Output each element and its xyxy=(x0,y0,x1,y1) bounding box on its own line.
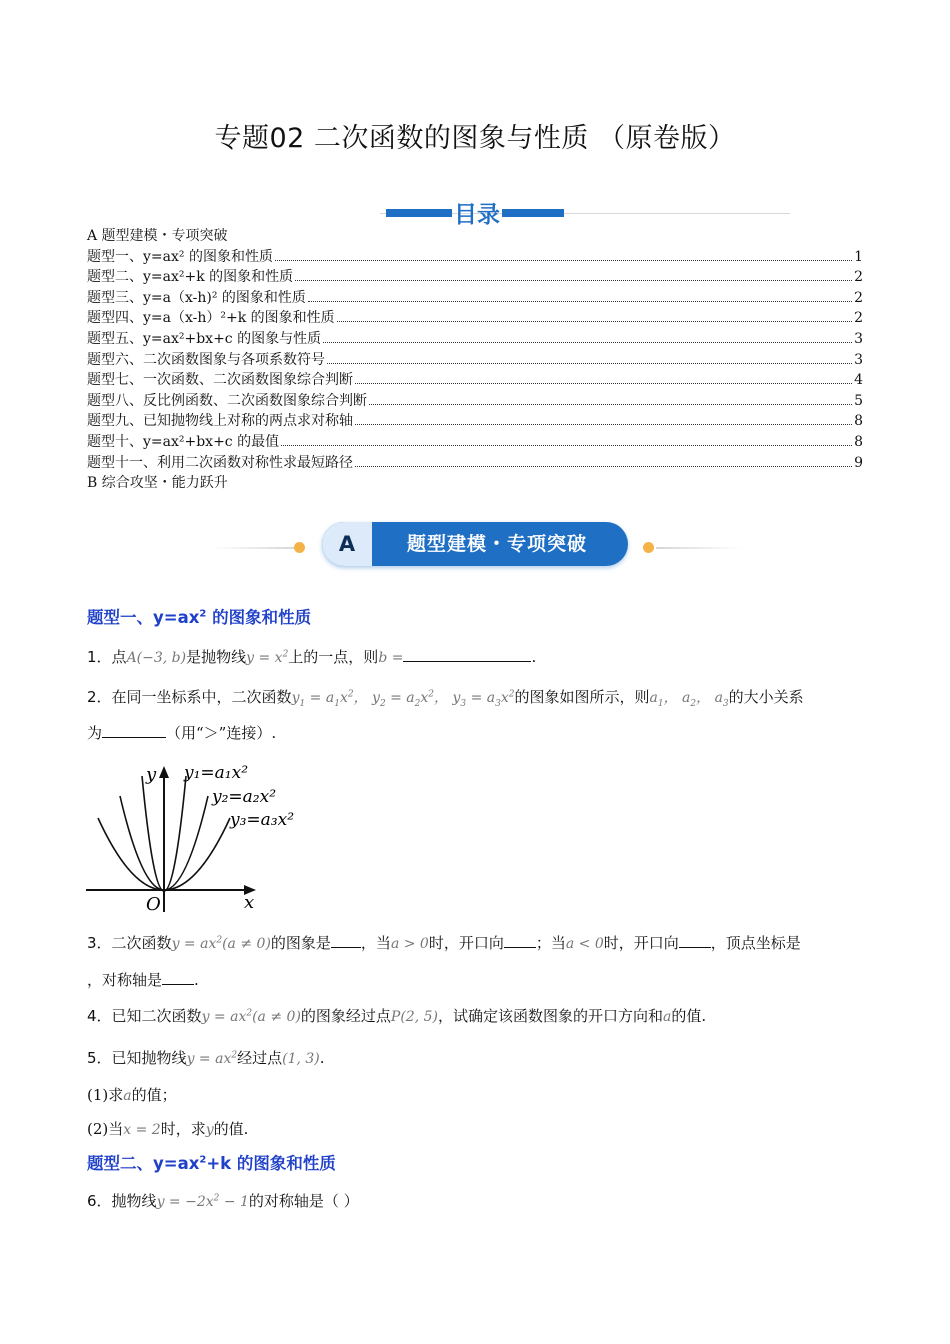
q4-text-4: 的值. xyxy=(671,1007,707,1025)
section-pill xyxy=(322,522,628,566)
label-y1: y₁=a₁x² xyxy=(184,763,249,783)
q3-text-6: 时，开口向 xyxy=(603,934,679,952)
q5-math-func: $y = ax^2$ xyxy=(186,1050,238,1067)
toc-leader-dots xyxy=(337,320,852,322)
q5-number: 5． xyxy=(87,1049,112,1067)
toc-entry-label: 题型四、y=a（x-h）²+k 的图象和性质 xyxy=(87,310,335,327)
q3-blank-5[interactable] xyxy=(162,970,194,985)
q2-number: 2． xyxy=(87,688,112,706)
q5-text-2: 经过点 xyxy=(237,1049,283,1067)
y-axis-arrow xyxy=(159,766,169,778)
q2-text-1: 在同一坐标系中，二次函数 xyxy=(111,688,292,706)
toc-entry-label: 题型八、反比例函数、二次函数图象综合判断 xyxy=(87,392,367,409)
q3-text-3: ，当 xyxy=(360,934,391,952)
q5-sub-1b: 的值； xyxy=(131,1086,177,1104)
toc-entry-page: 1 xyxy=(854,248,863,265)
question-3-line-2 xyxy=(87,969,199,990)
q3-text-9: . xyxy=(194,971,199,989)
label-y3: y₃=a₃x² xyxy=(230,810,295,830)
q3-blank-1[interactable] xyxy=(331,933,361,948)
banner-line-right xyxy=(656,547,742,549)
toc-bar-right xyxy=(502,209,564,217)
q4-text-3: ，试确定该函数图象的开口方向和 xyxy=(437,1007,663,1025)
toc-leader-dots xyxy=(327,362,852,364)
q6-text-2: 的对称轴是（ ） xyxy=(248,1192,359,1210)
toc-entry-page: 3 xyxy=(854,330,863,347)
toc-entry[interactable] xyxy=(87,329,863,350)
q2-text-5: （用“＞”连接）. xyxy=(166,724,277,742)
q1-math-parabola: $y = x^2$ xyxy=(246,649,289,666)
q1-text-3: 上的一点，则 xyxy=(288,648,379,666)
toc-entry-label: 题型六、二次函数图象与各项系数符号 xyxy=(87,351,325,368)
toc-entry-page: 2 xyxy=(854,269,863,286)
q4-text-1: 已知二次函数 xyxy=(111,1007,202,1025)
toc-entry[interactable] xyxy=(87,267,863,288)
toc-part-b[interactable]: B 综合攻坚・能力跃升 xyxy=(87,475,228,492)
q5-math-x: x = 2 xyxy=(123,1122,161,1138)
question-2 xyxy=(87,686,804,709)
toc-leader-dots xyxy=(308,300,852,302)
q6-number: 6． xyxy=(87,1192,112,1210)
toc-entry-page: 3 xyxy=(854,351,863,368)
toc-entry-page: 2 xyxy=(854,310,863,327)
toc-leader-dots xyxy=(355,382,852,384)
parabola-graph xyxy=(84,756,314,916)
topic-1-prefix: 题型一、y=ax xyxy=(87,608,200,627)
toc-leader-dots xyxy=(295,279,852,281)
banner-dot-right xyxy=(643,542,654,553)
q5-sub-2: (2)当 xyxy=(87,1120,124,1138)
q4-math-point: P(2, 5) xyxy=(390,1009,438,1025)
q2-text-2: 的图象如图所示，则 xyxy=(514,688,650,706)
q5-sub-2b: 时，求 xyxy=(160,1120,206,1138)
q2-math-funcs: $y_1 = a_1x^2$， $y_2 = a_2x^2$， $y_3 = a_3x^2$ xyxy=(291,689,515,709)
topic-1-heading xyxy=(87,604,311,628)
q5-math-y: y xyxy=(205,1122,214,1138)
toc-entry-label: 题型一、y=ax² 的图象和性质 xyxy=(87,248,273,265)
question-4 xyxy=(87,1005,706,1026)
toc-entry[interactable] xyxy=(87,453,863,474)
question-6 xyxy=(87,1190,359,1211)
q5-math-point: (1, 3) xyxy=(282,1051,320,1067)
topic-2-prefix: 题型二、y=ax xyxy=(87,1154,200,1173)
toc-entry-page: 8 xyxy=(854,413,863,430)
toc-leader-dots xyxy=(323,341,852,343)
q5-sub-1: (1)求 xyxy=(87,1086,124,1104)
question-5-part-1 xyxy=(87,1084,177,1105)
q3-blank-2[interactable] xyxy=(504,933,536,948)
q4-math-func: $y = ax^2(a \ne 0)$ xyxy=(201,1008,301,1025)
q2-answer-blank[interactable] xyxy=(102,723,166,738)
q6-text-1: 抛物线 xyxy=(111,1192,157,1210)
toc-entry-page: 5 xyxy=(854,392,863,409)
toc-leader-dots xyxy=(355,423,852,425)
q5-sub-2c: 的值. xyxy=(213,1120,249,1138)
toc-entry-page: 9 xyxy=(854,454,863,471)
q5-text-3: . xyxy=(319,1049,325,1067)
toc-leader-dots xyxy=(369,403,852,405)
document-title: 专题02 二次函数的图象与性质 （原卷版） xyxy=(214,123,736,154)
topic-2-sup: 2 xyxy=(199,1154,207,1166)
q4-math-a: a xyxy=(663,1009,672,1025)
toc-entry[interactable] xyxy=(87,247,863,268)
y-axis-label: y xyxy=(146,764,157,785)
toc-entry-page: 4 xyxy=(854,372,863,389)
toc-leader-dots xyxy=(281,444,852,446)
banner-dot-left xyxy=(294,542,305,553)
q1-math-b: b = xyxy=(378,650,404,666)
question-1 xyxy=(87,646,536,667)
q3-math-aneg: a < 0 xyxy=(565,936,604,952)
q5-math-a: a xyxy=(123,1088,132,1104)
x-axis-label: x xyxy=(244,892,255,913)
q3-text-4: 时，开口向 xyxy=(428,934,504,952)
q5-text-1: 已知抛物线 xyxy=(111,1049,187,1067)
question-3 xyxy=(87,932,801,953)
toc-heading: 目录 xyxy=(454,202,500,228)
toc-entry[interactable] xyxy=(87,432,863,453)
toc-entry-label: 题型九、已知抛物线上对称的两点求对称轴 xyxy=(87,413,353,430)
origin-label: O xyxy=(146,894,161,915)
toc-entry[interactable] xyxy=(87,350,863,371)
q1-text-1: 点 xyxy=(111,648,127,666)
question-5 xyxy=(87,1047,325,1068)
q1-text-4: . xyxy=(531,648,537,666)
topic-2-suffix: +k 的图象和性质 xyxy=(206,1154,336,1173)
toc-items xyxy=(87,247,863,474)
q4-text-2: 的图象经过点 xyxy=(300,1007,391,1025)
q1-answer-blank[interactable] xyxy=(403,647,531,662)
toc-entry[interactable] xyxy=(87,308,863,329)
q4-number: 4． xyxy=(87,1007,112,1025)
q3-number: 3． xyxy=(87,934,112,952)
toc-entry-label: 题型二、y=ax²+k 的图象和性质 xyxy=(87,269,294,286)
section-a-banner xyxy=(212,520,742,568)
q2-text-3: 的大小关系 xyxy=(728,688,804,706)
q2-text-4: 为 xyxy=(87,724,103,742)
toc-entry-label: 题型七、一次函数、二次函数图象综合判断 xyxy=(87,372,353,389)
section-title: 题型建模・专项突破 xyxy=(406,533,587,555)
q3-text-8: ，对称轴是 xyxy=(87,971,163,989)
q1-number: 1． xyxy=(87,648,112,666)
toc-entry-page: 8 xyxy=(854,433,863,450)
toc-entry[interactable] xyxy=(87,370,863,391)
toc-entry-label: 题型三、y=a（x-h)² 的图象和性质 xyxy=(87,289,306,306)
banner-line-left xyxy=(212,547,296,549)
question-5-part-2 xyxy=(87,1118,248,1139)
toc-entry-label: 题型五、y=ax²+bx+c 的图象与性质 xyxy=(87,330,322,347)
q3-text-5: ；当 xyxy=(535,934,566,952)
q3-text-2: 的图象是 xyxy=(270,934,331,952)
label-y2: y₂=a₂x² xyxy=(212,787,277,807)
toc-entry-page: 2 xyxy=(854,289,863,306)
topic-1-suffix: 的图象和性质 xyxy=(206,608,312,627)
toc-entry[interactable] xyxy=(87,288,863,309)
question-2-line-2 xyxy=(87,722,276,743)
q6-math-func: $y = -2x^2 - 1$ xyxy=(156,1193,249,1210)
toc-entry[interactable] xyxy=(87,411,863,432)
q3-blank-3[interactable] xyxy=(679,933,711,948)
toc-entry-label: 题型十、y=ax²+bx+c 的最值 xyxy=(87,433,280,450)
toc-leader-dots xyxy=(355,465,852,467)
q3-text-7: ，顶点坐标是 xyxy=(710,934,801,952)
toc-entry[interactable] xyxy=(87,391,863,412)
topic-2-heading xyxy=(87,1150,336,1174)
toc-leader-dots xyxy=(275,259,852,261)
q3-text-1: 二次函数 xyxy=(111,934,172,952)
table-of-contents xyxy=(87,226,863,494)
toc-entry-label: 题型十一、利用二次函数对称性求最短路径 xyxy=(87,454,353,471)
q2-math-coeffs: $a_1$， $a_2$， $a_3$ xyxy=(649,690,729,709)
toc-bar-left xyxy=(386,209,452,217)
topic-1-sup: 2 xyxy=(199,608,207,620)
section-letter: A xyxy=(322,522,372,566)
q3-math-apos: a > 0 xyxy=(390,936,429,952)
q3-math-func: $y = ax^2(a \ne 0)$ xyxy=(171,935,271,952)
q1-math-point: A(−3, b) xyxy=(126,650,187,666)
q1-text-2: 是抛物线 xyxy=(186,648,247,666)
toc-part-a[interactable]: A 题型建模・专项突破 xyxy=(87,228,228,244)
